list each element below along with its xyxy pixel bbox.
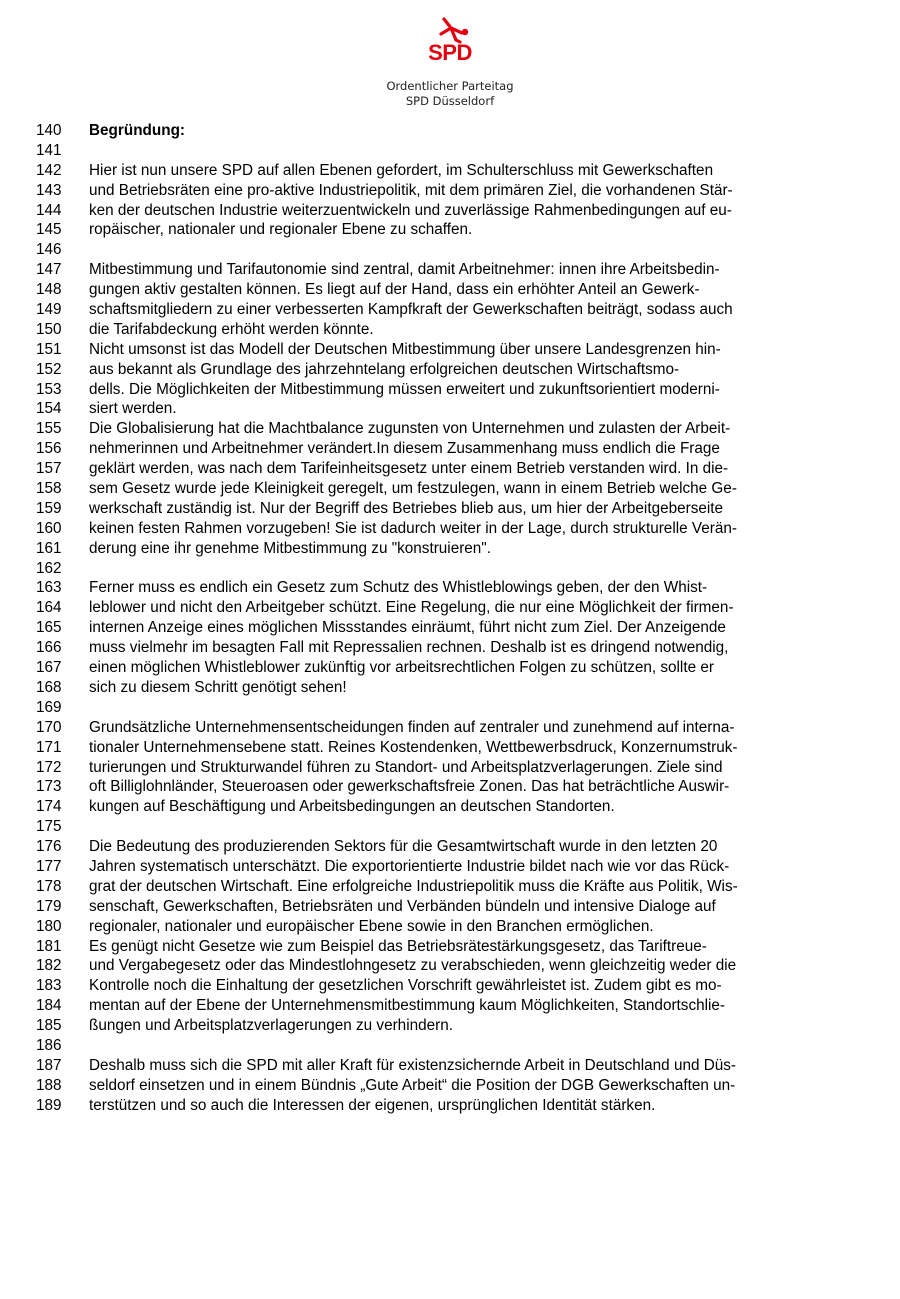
text-line: [0, 499, 900, 519]
text-line: [0, 996, 900, 1016]
line-text: gungen aktiv gestalten können. Es liegt auf der Hand, dass ein erhöhter Anteil an Gewerk-: [89, 281, 700, 299]
line-number: 172: [36, 758, 62, 776]
line-text: dells. Die Möglichkeiten der Mitbestimmung müssen erweitert und zukunftsorientiert moderni-: [89, 380, 720, 398]
line-text: derung eine ihr genehme Mitbestimmung zu "konstruieren".: [89, 539, 491, 557]
line-number: 144: [36, 201, 62, 219]
line-number: 183: [36, 977, 62, 995]
line-text: Es genügt nicht Gesetze wie zum Beispiel das Betriebsrätestärkungsgesetz, das Tariftreue-: [89, 937, 707, 955]
spd-logo: [420, 14, 480, 66]
line-number: 154: [36, 400, 62, 418]
line-number: 143: [36, 181, 62, 199]
text-line: [0, 300, 900, 320]
text-line: [0, 399, 900, 419]
text-line: [0, 1076, 900, 1096]
line-number: 169: [36, 698, 62, 716]
line-text: terstützen und so auch die Interessen der eigenen, ursprünglichen Identität stärken.: [89, 1096, 656, 1114]
line-number: 147: [36, 261, 62, 279]
text-line: [0, 917, 900, 937]
line-number: 173: [36, 778, 62, 796]
line-text: Kontrolle noch die Einhaltung der gesetzlichen Vorschrift gewährleistet ist. Zudem gibt es mo-: [89, 977, 722, 995]
line-text: ken der deutschen Industrie weiterzuentwickeln und zuverlässige Rahmenbedingungen auf eu-: [89, 201, 732, 219]
line-number: 145: [36, 221, 62, 239]
line-number: 175: [36, 818, 62, 836]
text-line: [0, 539, 900, 559]
line-number: 158: [36, 480, 62, 498]
line-number: 146: [36, 241, 62, 259]
text-line: [0, 1036, 900, 1056]
text-line: [0, 598, 900, 618]
text-line: [0, 638, 900, 658]
line-text: seldorf einsetzen und in einem Bündnis „Gute Arbeit“ die Position der DGB Gewerkschaften un-: [89, 1076, 736, 1094]
line-number: 187: [36, 1056, 62, 1074]
text-line: [0, 220, 900, 240]
line-text: grat der deutschen Wirtschaft. Eine erfolgreiche Industriepolitik muss die Kräfte aus Politik, Wis-: [89, 877, 738, 895]
line-number: 164: [36, 599, 62, 617]
text-line: [0, 837, 900, 857]
line-number: 152: [36, 360, 62, 378]
line-text: turierungen und Strukturwandel führen zu Standort- und Arbeitsplatzverlagerungen. Ziele sind: [89, 758, 723, 776]
line-number: 141: [36, 141, 62, 159]
text-line: [0, 956, 900, 976]
text-line: [0, 976, 900, 996]
line-number: 148: [36, 281, 62, 299]
document-title: Ordentlicher Parteitag: [386, 79, 514, 93]
line-number: 161: [36, 539, 62, 557]
text-line: [0, 559, 900, 579]
text-line: [0, 857, 900, 877]
text-line: [0, 380, 900, 400]
text-line: [0, 141, 900, 161]
line-text: Jahren systematisch unterschätzt. Die exportorientierte Industrie bildet nach wie vor das Rück-: [89, 857, 730, 875]
line-text: schaftsmitgliedern zu einer verbesserten Kampfkraft der Gewerkschaften beiträgt, sodass auch: [89, 301, 733, 319]
text-line: [0, 578, 900, 598]
text-line: [0, 340, 900, 360]
text-line: [0, 280, 900, 300]
line-number: 178: [36, 877, 62, 895]
line-number: 151: [36, 340, 62, 358]
line-number: 163: [36, 579, 62, 597]
text-line: [0, 718, 900, 738]
text-line: [0, 797, 900, 817]
text-line: [0, 519, 900, 539]
line-number: 165: [36, 619, 62, 637]
line-number: 189: [36, 1096, 62, 1114]
line-text: regionaler, nationaler und europäischer Ebene sowie in den Branchen ermöglichen.: [89, 917, 654, 935]
line-text: Die Bedeutung des produzierenden Sektors für die Gesamtwirtschaft wurde in den letzten 20: [89, 838, 718, 856]
line-number: 153: [36, 380, 62, 398]
line-number: 168: [36, 678, 62, 696]
text-line: [0, 877, 900, 897]
line-number: 155: [36, 420, 62, 438]
line-number: 149: [36, 301, 62, 319]
text-line: [0, 1016, 900, 1036]
text-line: [0, 678, 900, 698]
text-line: [0, 1056, 900, 1076]
line-text: nehmerinnen und Arbeitnehmer verändert.In diesem Zusammenhang muss endlich die Frage: [89, 440, 720, 458]
line-text: geklärt werden, was nach dem Tarifeinheitsgesetz unter einem Betrieb verstanden wird. In die-: [89, 460, 729, 478]
line-text: internen Anzeige eines möglichen Missstandes einräumt, führt nicht zum Ziel. Der Anzeigende: [89, 619, 726, 637]
line-text: ropäischer, nationaler und regionaler Ebene zu schaffen.: [89, 221, 473, 239]
text-line: [0, 937, 900, 957]
line-number: 162: [36, 559, 62, 577]
section-heading: Begründung:: [89, 122, 186, 139]
line-number: 159: [36, 499, 62, 517]
line-number: 188: [36, 1076, 62, 1094]
line-number: 170: [36, 718, 62, 736]
document-subtitle: SPD Düsseldorf: [405, 94, 495, 108]
text-line: [0, 439, 900, 459]
line-text: Nicht umsonst ist das Modell der Deutschen Mitbestimmung über unsere Landesgrenzen hin-: [89, 340, 721, 358]
line-text: und Vergabegesetz oder das Mindestlohngesetz zu verabschieden, wenn gleichzeitig weder die: [89, 957, 737, 975]
text-line: [0, 479, 900, 499]
line-text: Die Globalisierung hat die Machtbalance zugunsten von Unternehmen und zulasten der Arbeit-: [89, 420, 731, 438]
text-line: [0, 320, 900, 340]
line-text: Hier ist nun unsere SPD auf allen Ebenen gefordert, im Schulterschluss mit Gewerkschaften: [89, 161, 714, 179]
line-number: 184: [36, 997, 62, 1015]
line-text: oft Billiglohnländer, Steueroasen oder gewerkschaftsfreie Zonen. Das hat beträchtliche Auswir-: [89, 778, 730, 796]
line-text: werkschaft zuständig ist. Nur der Begriff des Betriebes blieb aus, um hier der Arbeitgeberseite: [89, 499, 724, 517]
line-number: 182: [36, 957, 62, 975]
text-line: [0, 758, 900, 778]
line-number: 166: [36, 639, 62, 657]
line-text: Deshalb muss sich die SPD mit aller Kraft für existenzsichernde Arbeit in Deutschland und Düs-: [89, 1056, 737, 1074]
line-number: 156: [36, 440, 62, 458]
text-line: [0, 459, 900, 479]
text-line: [0, 1096, 900, 1116]
text-line: [0, 260, 900, 280]
line-number: 179: [36, 897, 62, 915]
line-text: keinen festen Rahmen vorzugeben! Sie ist dadurch weiter in der Lage, durch strukturelle Verän-: [89, 519, 737, 537]
line-text: leblower und nicht den Arbeitgeber schützt. Eine Regelung, die nur eine Möglichkeit der firmen-: [89, 599, 734, 617]
line-text: senschaft, Gewerkschaften, Betriebsräten und Verbänden bündeln und intensive Dialoge auf: [89, 897, 716, 915]
text-line: [0, 817, 900, 837]
line-text: die Tarifabdeckung erhöht werden könnte.: [89, 320, 374, 338]
text-line: [0, 658, 900, 678]
text-line: [0, 419, 900, 439]
text-line: [0, 777, 900, 797]
text-line: [0, 698, 900, 718]
text-line: [0, 738, 900, 758]
line-text: ßungen und Arbeitsplatzverlagerungen zu verhindern.: [89, 1017, 453, 1035]
line-text: siert werden.: [89, 400, 177, 418]
document-body: [0, 121, 900, 1116]
line-number: 174: [36, 798, 62, 816]
logo-text: SPD: [428, 40, 472, 65]
line-number: 181: [36, 937, 62, 955]
line-text: Grundsätzliche Unternehmensentscheidungen finden auf zentraler und zunehmend auf interna-: [89, 718, 735, 736]
line-text: und Betriebsräten eine pro-aktive Industriepolitik, mit dem primären Ziel, die vorhandenen Stär-: [89, 181, 733, 199]
line-number: 157: [36, 460, 62, 478]
line-text: tionaler Unternehmensebene statt. Reines Kostendenken, Wettbewerbsdruck, Konzernumstruk-: [89, 738, 738, 756]
line-text: aus bekannt als Grundlage des jahrzehntelang erfolgreichen deutschen Wirtschaftsmo-: [89, 360, 680, 378]
line-text: Mitbestimmung und Tarifautonomie sind zentral, damit Arbeitnehmer: innen ihre Arbeitsbedin-: [89, 261, 720, 279]
line-number: 180: [36, 917, 62, 935]
text-line: [0, 121, 900, 141]
text-line: [0, 897, 900, 917]
text-line: [0, 161, 900, 181]
line-number: 140: [36, 122, 62, 139]
text-line: [0, 240, 900, 260]
line-number: 150: [36, 320, 62, 338]
line-text: einen möglichen Whistleblower zukünftig vor arbeitsrechtlichen Folgen zu schützen, sollte er: [89, 659, 714, 677]
line-number: 171: [36, 738, 62, 756]
line-number: 176: [36, 838, 62, 856]
line-text: Ferner muss es endlich ein Gesetz zum Schutz des Whistleblowings geben, der den Whist-: [89, 579, 708, 597]
line-number: 177: [36, 857, 62, 875]
line-text: kungen auf Beschäftigung und Arbeitsbedingungen an deutschen Standorten.: [89, 798, 615, 816]
line-number: 160: [36, 519, 62, 537]
line-number: 142: [36, 161, 62, 179]
text-line: [0, 618, 900, 638]
page-header: [0, 14, 900, 109]
line-text: muss vielmehr im besagten Fall mit Repressalien rechnen. Deshalb ist es dringend notwendig,: [89, 639, 729, 657]
line-number: 186: [36, 1036, 62, 1054]
text-line: [0, 201, 900, 221]
line-text: mentan auf der Ebene der Unternehmensmitbestimmung kaum Möglichkeiten, Standortschlie-: [89, 997, 725, 1015]
line-text: sich zu diesem Schritt genötigt sehen!: [89, 678, 347, 696]
line-text: sem Gesetz wurde jede Kleinigkeit geregelt, um festzulegen, wann in einem Betrieb welche Ge-: [89, 480, 737, 498]
text-line: [0, 360, 900, 380]
line-number: 185: [36, 1017, 62, 1035]
line-number: 167: [36, 659, 62, 677]
text-line: [0, 181, 900, 201]
